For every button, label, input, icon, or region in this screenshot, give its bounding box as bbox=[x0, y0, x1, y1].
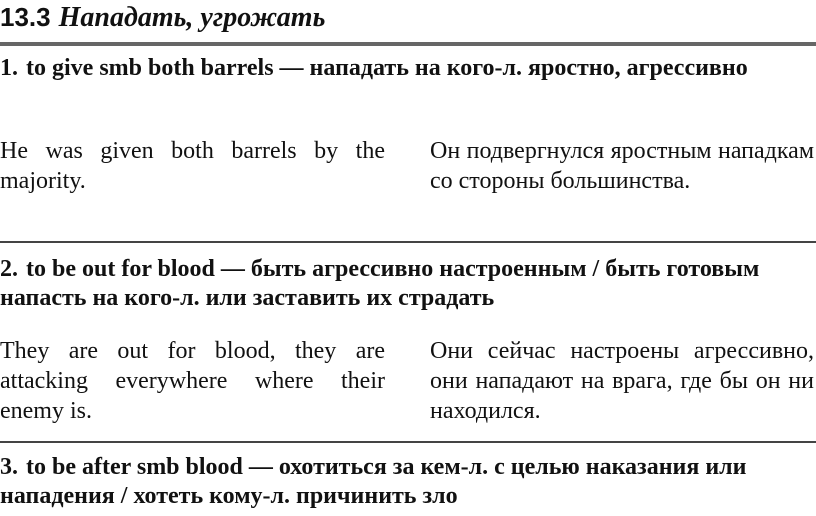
entry-heading-3 bbox=[0, 453, 810, 511]
example-russian-2: Они сейчас настроены агрессивно, они нападают на врага, где бы он ни находился. bbox=[430, 338, 814, 424]
section-number: 13.3 bbox=[0, 2, 51, 32]
section-header bbox=[0, 2, 816, 40]
example-english-2: They are out for blood, they are attacking everywhere where their enemy is. bbox=[0, 338, 385, 424]
entry-number: 1. bbox=[0, 55, 18, 81]
example-russian-1: Он подвергнулся яростным нападкам со стороны большинства. bbox=[430, 138, 814, 194]
example-english-1: He was given both barrels by the majority. bbox=[0, 138, 385, 194]
entry-number: 3. bbox=[0, 454, 18, 480]
entry-heading-2 bbox=[0, 255, 810, 313]
section-title: Нападать, угрожать bbox=[58, 2, 326, 33]
entry-phrase: to be after smb blood — охотиться за кем-л. с целью наказания или нападения / хотеть кому-л. причинить зло bbox=[0, 454, 747, 509]
entry-phrase: to be out for blood — быть агрессивно настроенным / быть готовым напасть на кого-л. или заставить их страдать bbox=[0, 256, 760, 311]
entry-divider-1 bbox=[0, 241, 816, 243]
entry-number: 2. bbox=[0, 256, 18, 282]
section-divider bbox=[0, 42, 816, 46]
entry-phrase: to give smb both barrels — нападать на кого-л. яростно, агрессивно bbox=[26, 55, 748, 81]
entry-heading-1 bbox=[0, 54, 810, 83]
entry-divider-2 bbox=[0, 441, 816, 443]
